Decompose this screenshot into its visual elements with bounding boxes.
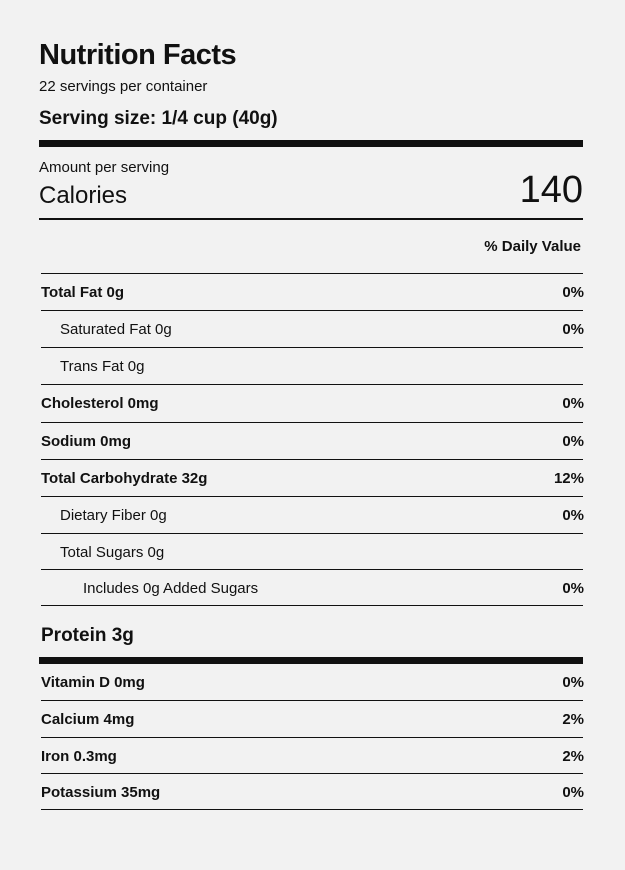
vitamin-name: Iron 0.3mg xyxy=(41,748,117,765)
serving-size: Serving size: 1/4 cup (40g) xyxy=(39,108,278,129)
nutrient-row-total-fat xyxy=(41,273,583,310)
daily-value-header: % Daily Value xyxy=(484,238,581,255)
nutrient-row-trans-fat xyxy=(41,347,583,384)
nutrient-daily-value: 0% xyxy=(562,507,584,524)
nutrient-daily-value: 0% xyxy=(562,433,584,450)
nutrient-daily-value: 0% xyxy=(562,580,584,597)
nutrient-row-saturated-fat xyxy=(41,310,583,347)
nutrient-row-cholesterol xyxy=(41,384,583,421)
vitamin-row-potassium xyxy=(41,773,583,810)
nutrient-name: Trans Fat 0g xyxy=(60,358,145,375)
nutrient-row-total-carbohydrate xyxy=(41,459,583,496)
nutrient-daily-value: 0% xyxy=(562,284,584,301)
servings-per-container: 22 servings per container xyxy=(39,78,208,95)
nutrient-row-added-sugars xyxy=(41,569,583,606)
nutrient-name: Cholesterol 0mg xyxy=(41,395,159,412)
nutrient-name: Sodium 0mg xyxy=(41,433,132,450)
nutrient-row-sodium xyxy=(41,422,583,459)
nutrient-name: Total Carbohydrate 32g xyxy=(41,470,208,487)
calories-label: Calories xyxy=(39,182,128,209)
vitamin-name: Vitamin D 0mg xyxy=(41,674,145,691)
protein-label: Protein 3g xyxy=(41,625,134,646)
nutrient-name: Dietary Fiber 0g xyxy=(60,507,167,524)
thick-divider-top xyxy=(39,140,583,147)
vitamin-name: Potassium 35mg xyxy=(41,784,161,801)
amount-per-serving: Amount per serving xyxy=(39,159,170,176)
calories-divider xyxy=(39,218,583,220)
nutrient-daily-value: 12% xyxy=(553,470,584,487)
nutrient-name: Includes 0g Added Sugars xyxy=(83,580,259,597)
nutrients-divider xyxy=(41,605,583,606)
vitamin-row-vitamin-d xyxy=(41,664,583,701)
nutrient-row-total-sugars xyxy=(41,533,583,570)
bottom-divider xyxy=(41,809,583,810)
vitamin-daily-value: 2% xyxy=(562,748,584,765)
vitamin-daily-value: 0% xyxy=(562,784,584,801)
nutrient-daily-value: 0% xyxy=(562,395,584,412)
nutrient-name: Saturated Fat 0g xyxy=(60,321,172,338)
vitamin-name: Calcium 4mg xyxy=(41,711,135,728)
vitamin-row-iron xyxy=(41,737,583,774)
nutrient-name: Total Fat 0g xyxy=(41,284,125,301)
vitamin-daily-value: 2% xyxy=(562,711,584,728)
calories-value: 140 xyxy=(519,169,583,211)
thick-divider-protein xyxy=(39,657,583,664)
vitamin-daily-value: 0% xyxy=(562,674,584,691)
vitamin-row-calcium xyxy=(41,700,583,737)
nutrient-daily-value: 0% xyxy=(562,321,584,338)
label-title: Nutrition Facts xyxy=(39,39,237,71)
nutrient-row-dietary-fiber xyxy=(41,496,583,533)
nutrient-name: Total Sugars 0g xyxy=(60,544,165,561)
